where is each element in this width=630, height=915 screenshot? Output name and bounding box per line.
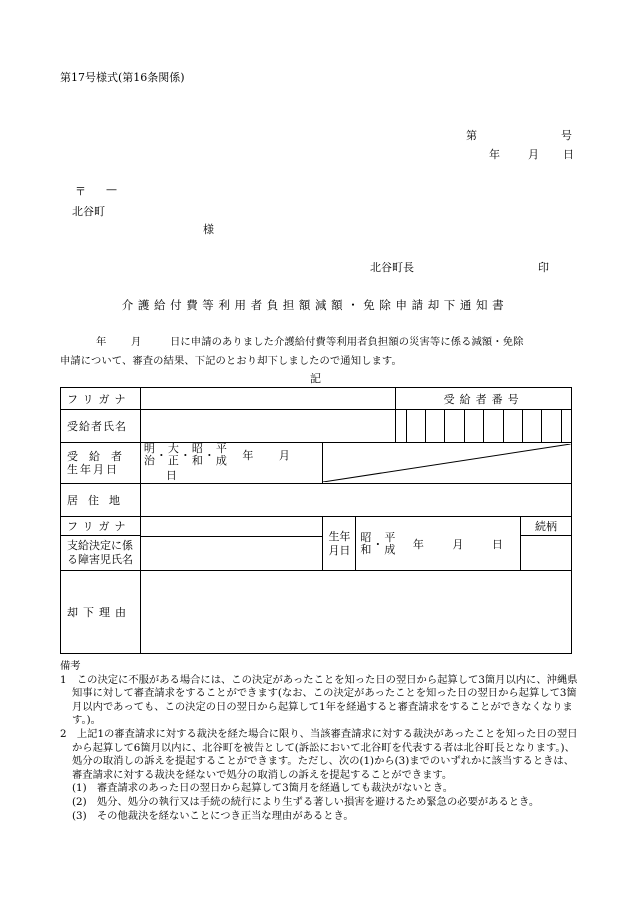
remark-2-item-1: (1) 審査請求のあった日の翌日から起算して3箇月を経過しても裁決がないとき。	[72, 782, 454, 795]
birthdate-label: 受 給 者 生年月日	[61, 443, 141, 484]
remarks-heading: 備考	[60, 660, 81, 672]
relation-label: 続柄	[521, 517, 572, 536]
date-day: 日	[563, 148, 574, 161]
seal-mark: 印	[538, 261, 549, 274]
child-name-field[interactable]	[140, 517, 323, 571]
form-table	[60, 387, 572, 654]
remark-2: 2 上記1の審査請求に対する裁決を経た場合に限り、当該審査請求に対する裁決があったことを知った日の翌日から起算して6箇月以内に、北谷町を被告として(訴訟において北谷町を代表する者は北谷町長となります。)、処分の取消しの訴えを提起することができます。ただし、次の(1)から(3)までのいずれかに該当するときは、審査請求に対する裁決を経ないで処分の取消しの訴えを提起することができます。	[60, 727, 578, 781]
body-line-1: 日に申請のありました介護給付費等利用者負担額の災害等に係る減額・免除	[170, 336, 524, 348]
address-label: 居住地	[61, 484, 141, 517]
furigana-label: フリガナ	[61, 388, 141, 410]
postal-mark: 〒	[75, 185, 86, 198]
doc-number-suffix: 号	[561, 129, 572, 142]
recipient-town: 北谷町	[72, 205, 105, 218]
sender-name: 北谷町長	[370, 261, 414, 274]
recipient-number-digit[interactable]	[425, 410, 444, 442]
rejection-reason-field[interactable]	[140, 571, 571, 654]
recipient-number-digit[interactable]	[464, 410, 483, 442]
recipient-number-digit[interactable]	[396, 410, 406, 442]
recipient-number-boxes[interactable]	[396, 410, 572, 443]
body-month: 月	[131, 336, 142, 348]
remarks-section	[60, 660, 580, 823]
ki-heading: 記	[310, 372, 321, 385]
body-line-2: 申請について、審査の結果、下記のとおり却下しましたので通知します。	[60, 355, 402, 367]
recipient-number-digit[interactable]	[542, 410, 561, 442]
relation-field[interactable]	[521, 536, 572, 571]
address-field[interactable]	[140, 484, 571, 517]
form-number: 第17号様式(第16条関係)	[60, 71, 185, 84]
recipient-number-digit[interactable]	[484, 410, 503, 442]
recipient-number-digit[interactable]	[406, 410, 425, 442]
body-year: 年	[96, 336, 107, 348]
diagonal-line	[323, 444, 571, 482]
furigana-field[interactable]	[140, 388, 395, 410]
document-title: 介護給付費等利用者負担額減額・免除申請却下通知書	[121, 298, 509, 312]
birthdate-field[interactable]: 明 治・大 正・昭 和・平 成 年 月 日	[140, 443, 323, 484]
remark-1: 1 この決定に不服がある場合には、この決定があったことを知った日の翌日から起算して3箇月以内に、沖縄県知事に対して審査請求をすることができます(なお、この決定があったことを知った日の翌日から起算して3箇月以内であっても、この決定の日の翌日から起算して1年を経過すると審査請求をすることができなくなります。)。	[60, 673, 578, 727]
date-year: 年	[489, 148, 500, 161]
child-name-label: 支給決定に係 る障害児氏名	[61, 536, 141, 571]
recipient-number-digit[interactable]	[561, 410, 571, 442]
recipient-name-field[interactable]	[140, 410, 395, 443]
doc-number-prefix: 第	[466, 129, 477, 142]
recipient-honorific: 様	[203, 223, 214, 236]
postal-dash: —	[106, 183, 117, 196]
recipient-number-digit[interactable]	[503, 410, 522, 442]
child-birthdate-label: 生年 月日	[323, 517, 356, 571]
recipient-name-label: 受給者氏名	[61, 410, 141, 443]
recipient-number-label: 受給者番号	[396, 388, 572, 410]
rejection-reason-label: 却下理由	[61, 571, 141, 654]
remark-2-item-3: (3) その他裁決を経ないことにつき正当な理由があるとき。	[72, 809, 354, 822]
remark-2-item-2: (2) 処分、処分の執行又は手続の続行により生ずる著しい損害を避けるため緊急の必要があるとき。	[72, 795, 540, 808]
recipient-number-digit[interactable]	[522, 410, 541, 442]
recipient-number-digit[interactable]	[445, 410, 464, 442]
diagonal-void-cell	[323, 443, 572, 484]
date-month: 月	[528, 148, 539, 161]
child-birthdate-field[interactable]: 昭 和・平 成 年 月 日	[356, 517, 521, 571]
child-furigana-label: フリガナ	[61, 517, 141, 536]
